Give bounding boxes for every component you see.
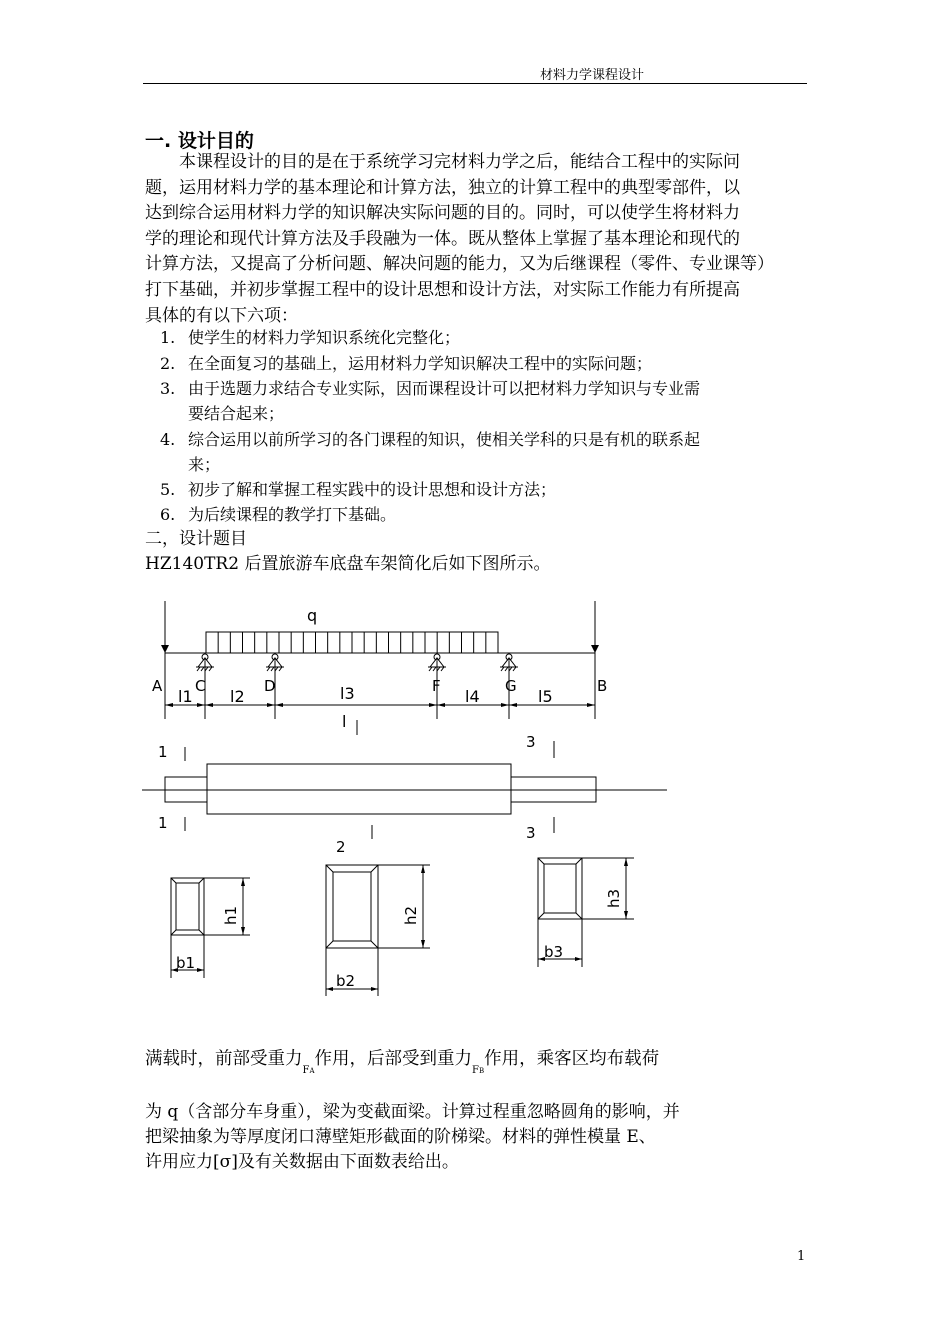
force-fb: FB bbox=[472, 1065, 485, 1076]
stepped-beam bbox=[142, 705, 667, 856]
point-label-b: B bbox=[597, 677, 608, 695]
paragraph-line: 题，运用材料力学的基本理论和计算方法，独立的计算工程中的典型零部件，以 bbox=[145, 177, 740, 198]
section1-heading: 一. 设计目的 bbox=[145, 130, 254, 152]
height-label-h2: h2 bbox=[402, 905, 420, 925]
section2-intro: HZ140TR2 后置旅游车底盘车架简化后如下图所示。 bbox=[145, 554, 551, 574]
beam-diagram bbox=[140, 595, 680, 1000]
section-mark-1-top: 1 bbox=[158, 743, 168, 761]
paragraph2-line-3: 把梁抽象为等厚度闭口薄壁矩形截面的阶梯梁。材料的弹性模量 E、 bbox=[145, 1127, 656, 1147]
width-label-b2: b2 bbox=[336, 972, 356, 990]
paragraph2-line-4: 许用应力[σ]及有关数据由下面数表给出。 bbox=[145, 1152, 459, 1172]
list-item-continuation: 来； bbox=[188, 455, 221, 474]
paragraph2-line-2: 为 q（含部分车身重），梁为变截面梁。计算过程重忽略圆角的影响，并 bbox=[145, 1102, 680, 1122]
list-item: 5. 初步了解和掌握工程实践中的设计思想和设计方法； bbox=[160, 480, 557, 499]
span-label-l3: l3 bbox=[340, 684, 355, 703]
point-label-d: D bbox=[264, 677, 276, 695]
width-label-b3: b3 bbox=[544, 943, 564, 961]
section2-heading: 二，设计题目 bbox=[145, 529, 247, 549]
point-label-f: F bbox=[432, 677, 441, 695]
list-item: 1. 使学生的材料力学知识系统化完整化； bbox=[160, 328, 461, 347]
cross-section-1 bbox=[171, 878, 250, 978]
section-mark-1-bottom: 1 bbox=[158, 814, 168, 832]
list-item: 2. 在全面复习的基础上，运用材料力学知识解决工程中的实际问题； bbox=[160, 354, 653, 373]
point-label-g: G bbox=[505, 677, 517, 695]
total-length-label: l bbox=[342, 712, 347, 731]
force-fa: FA bbox=[302, 1065, 315, 1076]
paragraph2-line-1: 满载时，前部受重力$_{FA}$作用，后部受到重力$_{FB}$作用，乘客区均布载荷 bbox=[145, 1049, 660, 1076]
height-label-h1: h1 bbox=[222, 905, 240, 925]
span-label-l2: l2 bbox=[230, 687, 245, 706]
paragraph-line: 具体的有以下六项： bbox=[145, 305, 298, 326]
list-item-continuation: 要结合起来； bbox=[188, 404, 285, 423]
section-mark-2: 2 bbox=[336, 838, 346, 856]
span-label-l5: l5 bbox=[538, 687, 553, 706]
paragraph-line: 达到综合运用材料力学的知识解决实际问题的目的。同时，可以使学生将材料力 bbox=[145, 203, 740, 224]
span-label-l4: l4 bbox=[465, 687, 480, 706]
running-header: 材料力学课程设计 bbox=[540, 68, 645, 83]
section-mark-3-top: 3 bbox=[526, 733, 536, 751]
loaded-beam bbox=[152, 601, 607, 731]
list-item: 6. 为后续课程的教学打下基础。 bbox=[160, 505, 397, 524]
list-item: 4. 综合运用以前所学习的各门课程的知识，使相关学科的只是有机的联系起 bbox=[160, 430, 701, 449]
load-label: q bbox=[307, 606, 318, 625]
paragraph-line: 打下基础，并初步掌握工程中的设计思想和设计方法，对实际工作能力有所提高 bbox=[145, 279, 740, 300]
page-number: 1 bbox=[797, 1249, 806, 1264]
paragraph-line: 本课程设计的目的是在于系统学习完材料力学之后，能结合工程中的实际问 bbox=[179, 152, 740, 172]
header-rule bbox=[143, 83, 807, 84]
cross-section-3 bbox=[538, 858, 634, 967]
width-label-b1: b1 bbox=[176, 954, 196, 972]
list-item: 3. 由于选题力求结合专业实际，因而课程设计可以把材料力学知识与专业需 bbox=[160, 379, 701, 398]
point-label-a: A bbox=[152, 677, 163, 695]
height-label-h3: h3 bbox=[605, 888, 623, 908]
span-label-l1: l1 bbox=[178, 687, 193, 706]
point-label-c: C bbox=[195, 677, 206, 695]
cross-section-2 bbox=[326, 865, 430, 996]
paragraph-line: 计算方法，又提高了分析问题、解决问题的能力，又为后继课程（零件、专业课等） bbox=[145, 254, 774, 275]
section1-paragraph bbox=[145, 150, 807, 329]
paragraph-line: 学的理论和现代计算方法及手段融为一体。既从整体上掌握了基本理论和现代的 bbox=[145, 228, 740, 249]
section-mark-3-bottom: 3 bbox=[526, 824, 536, 842]
